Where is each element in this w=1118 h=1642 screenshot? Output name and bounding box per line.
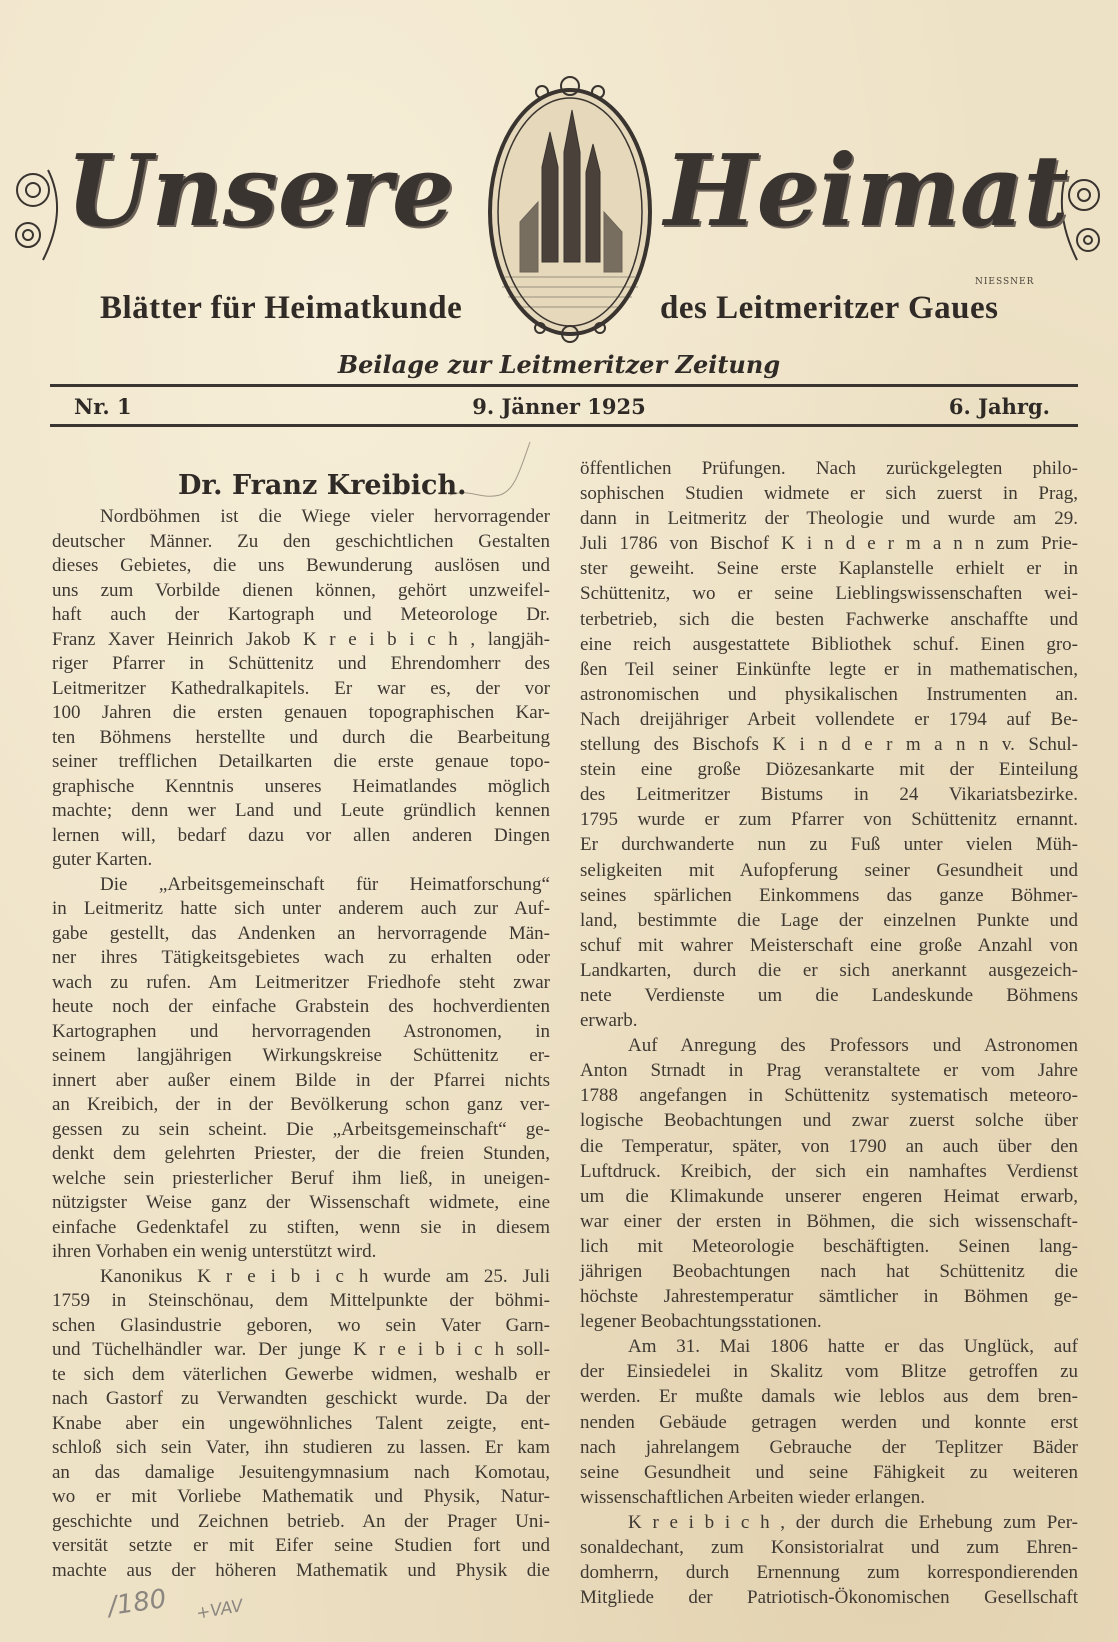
text-line: Er durchwanderte nun zu Fuß unter vielen Müh- <box>580 834 1078 856</box>
text-line: wissenschaftlichen Arbeiten wieder erlangen. <box>580 1486 926 1508</box>
text-line: öffentlichen Prüfungen. Nach zurückgelegten philo- <box>580 458 1078 479</box>
text-line: seiner trefflichen Detailkarten die erste genaue topo- <box>52 751 550 772</box>
text-line: stellung des Bischofs K i n d e r m a n n v. Schul- <box>580 734 1078 756</box>
text-line: Anton Strnadt in Prag veranstaltete er vom Jahre <box>580 1060 1078 1082</box>
text-line: haft auch der Kartograph und Meteorologe Dr. <box>52 604 550 625</box>
text-line: Mitgliede der Patriotisch-Ökonomischen Gesellschaft <box>580 1587 1078 1609</box>
text-line: der Einsiedelei in Skalitz vom Blitze getroffen zu <box>580 1361 1078 1383</box>
text-line: Landkarten, durch die er sich anerkannt ausgezeich- <box>580 959 1078 981</box>
article-paragraph <box>52 873 550 1265</box>
text-line: legener Beobachtungsstationen. <box>580 1311 822 1333</box>
text-line: schloß sich sein Vater, ihn studieren zu lassen. Er kam <box>52 1437 550 1458</box>
text-line: lernen will, bedarf dazu vor allen anderen Dingen <box>52 824 550 846</box>
text-line: machte aus der höheren Mathematik und Physik die <box>52 1559 550 1581</box>
artist-signature: NIESSNER <box>975 277 1035 287</box>
text-line: nach Gastorf zu Verwandten geschickt wurde. Da der <box>52 1388 550 1409</box>
text-line: te sich dem väterlichen Gewerbe widmen, weshalb er <box>52 1363 550 1385</box>
text-line: Nordböhmen ist die Wiege vieler hervorragender <box>100 506 550 527</box>
masthead-ornament-left <box>8 150 68 274</box>
text-line: guter Karten. <box>52 849 153 870</box>
text-line: wach zu rufen. Am Leitmeritzer Friedhofe steht zwar <box>52 971 550 993</box>
text-line: terbetrieb, sich die besten Fachwerke anschaffte und <box>580 608 1078 630</box>
text-line: in Leitmeritz hatte sich unter anderem auch zur Auf- <box>52 898 550 919</box>
text-line: dann in Leitmeritz der Theologie und wurde am 29. <box>580 508 1078 530</box>
masthead-title-left: Unsere <box>66 134 455 249</box>
text-line: ihren Vorhaben ein wenig unterstützt wird. <box>52 1241 377 1262</box>
article-paragraph <box>580 1033 1078 1334</box>
article-paragraph <box>52 1265 550 1584</box>
divider-top <box>50 384 1078 387</box>
text-line: 1795 wurde er zum Pfarrer von Schüttenitz ernannt. <box>580 809 1078 831</box>
text-line: heute noch der einfache Grabstein des hochverdienten <box>52 996 550 1017</box>
article-column-right <box>580 456 1078 1610</box>
text-line: Die „Arbeitsgemeinschaft für Heimatforschung“ <box>100 873 550 895</box>
issue-date: 9. Jänner 1925 <box>472 394 646 419</box>
text-line: Kanonikus K r e i b i c h wurde am 25. Juli <box>100 1265 550 1287</box>
text-line: machte; denn wer Land und Leute gründlich kennen <box>52 800 550 821</box>
text-line: denkt dem gelehrten Priester, der die freien Stunden, <box>52 1143 550 1164</box>
text-line: die Temperatur, später, von 1790 an auch über den <box>580 1135 1078 1157</box>
text-line: domherrn, durch Ernennung zum korrespondierenden <box>580 1562 1078 1584</box>
text-line: 1788 angefangen in Schüttenitz systematisch meteoro- <box>580 1085 1078 1107</box>
text-line: nach jahrelangem Gebrauche der Teplitzer Bäder <box>580 1436 1078 1458</box>
text-line: nenden Gebäude getragen werden und konnte erst <box>580 1411 1078 1433</box>
issue-number: Nr. 1 <box>74 394 132 419</box>
text-line: dieses Gebietes, die uns Bewunderung auslösen und <box>52 555 550 576</box>
text-line: eine reich ausgestattete Bibliothek schuf. Einen gro- <box>580 633 1078 655</box>
text-line: graphische Kenntnis unseres Heimatlandes möglich <box>52 775 550 797</box>
text-line: seine Gesundheit und seine Fähigkeit zu weiteren <box>580 1461 1078 1483</box>
text-line: schen Glasindustrie geboren, wo sein Vater Garn- <box>52 1314 550 1336</box>
text-line: lich mit Meteorologie beschäftigten. Seinen lang- <box>580 1235 1078 1257</box>
text-line: land, bestimmte die Lage der einzelnen Punkte und <box>580 909 1078 931</box>
masthead-title-right: Heimat <box>664 134 1069 249</box>
text-line: um die Klimakunde unserer engeren Heimat erwarb, <box>580 1185 1078 1207</box>
text-line: Leitmeritzer Kathedralkapitels. Er war es, der vor <box>52 677 550 699</box>
article-paragraph <box>580 1510 1078 1610</box>
text-line: und Tüchelhändler war. Der junge K r e i b i c h soll- <box>52 1339 550 1360</box>
text-line: nete Verdienste um die Landeskunde Böhmens <box>580 984 1078 1006</box>
text-line: welche sein priesterlicher Beruf ihm ließ, in uneigen- <box>52 1167 550 1189</box>
cathedral-vignette <box>480 72 660 348</box>
text-line: Kartographen und hervorragenden Astronomen, in <box>52 1020 550 1042</box>
text-line: gessen zu sein scheint. Die „Arbeitsgemeinschaft“ ge- <box>52 1118 550 1140</box>
text-line: gabe gestellt, das Andenken an hervorragende Män- <box>52 922 550 944</box>
article-paragraph <box>580 456 1078 1033</box>
text-line: astronomischen und physikalischen Instrumenten an. <box>580 683 1078 705</box>
handwritten-note: +VAV <box>194 1596 245 1624</box>
masthead-subtitle-left: Blätter für Heimatkunde <box>100 290 463 326</box>
text-line: erwarb. <box>580 1010 638 1032</box>
text-line: an das damalige Jesuitengymnasium nach Komotau, <box>52 1461 550 1483</box>
text-line: sonaldechant, zum Konsistorialrat und zum Ehren- <box>580 1537 1078 1559</box>
text-line: ten Böhmens herstellte und durch die Bearbeitung <box>52 726 550 748</box>
text-line: 1759 in Steinschönau, dem Mittelpunkte der böhmi- <box>52 1290 550 1311</box>
text-line: Auf Anregung des Professors und Astronomen <box>628 1035 1078 1057</box>
text-line: ner ihres Tätigkeitsgebietes wach zu erhalten oder <box>52 947 550 968</box>
text-line: jährigen Beobachtungen nach hat Schüttenitz die <box>580 1261 1078 1282</box>
text-line: des Leitmeritzer Bistums in 24 Vikariatsbezirke. <box>580 784 1078 806</box>
divider-bottom <box>50 424 1078 427</box>
text-line: seligkeiten mit Aufopferung seiner Gesundheit und <box>580 859 1078 881</box>
text-line: werden. Er mußte damals wie leblos aus dem bren- <box>580 1386 1078 1408</box>
text-line: seines spärlichen Einkommens das ganze Böhmer- <box>580 884 1078 906</box>
article-column-left <box>52 505 550 1583</box>
masthead-subtitle-right: des Leitmeritzer Gaues <box>660 290 999 326</box>
text-line: logische Beobachtungen und zwar zuerst solche über <box>580 1110 1078 1132</box>
text-line: wo er mit Vorliebe Mathematik und Physik, Natur- <box>52 1486 550 1507</box>
text-line: nützigster Weise ganz der Wissenschaft widmete, eine <box>52 1192 550 1213</box>
text-line: ster geweiht. Seine erste Kaplanstelle erhielt er in <box>580 558 1078 580</box>
text-line: uns zum Vorbilde dienen können, gehört unzweifel- <box>52 579 550 601</box>
text-line: einfache Gedenktafel zu stiften, wenn sie in diesem <box>52 1216 550 1238</box>
text-line: Knabe aber ein ungewöhnliches Talent zeigte, ent- <box>52 1412 550 1434</box>
text-line: innert aber außer einem Bilde in der Pfarrei nichts <box>52 1069 550 1091</box>
text-line: Schüttenitz, wo er seine Lieblingswissenschaften wei- <box>580 583 1078 605</box>
text-line: Am 31. Mai 1806 hatte er das Unglück, auf <box>628 1336 1078 1358</box>
text-line: seinem langjährigen Wirkungskreise Schüttenitz er- <box>52 1045 550 1066</box>
text-line: an Kreibich, der in der Bevölkerung schon ganz ver- <box>52 1094 550 1115</box>
text-line: Juli 1786 von Bischof K i n d e r m a n n zum Prie- <box>580 533 1078 555</box>
text-line: stein eine große Diözesankarte mit der Einteilung <box>580 759 1078 781</box>
text-line: Franz Xaver Heinrich Jakob K r e i b i c h , langjäh- <box>52 628 550 650</box>
text-line: ßen Teil seiner Einkünfte legte er in mathematischen, <box>580 658 1078 680</box>
article-paragraph <box>52 505 550 873</box>
text-line: K r e i b i c h , der durch die Erhebung zum Per- <box>628 1511 1078 1533</box>
handwritten-note: /180 <box>106 1584 169 1622</box>
text-line: geschichte und Zeichnen betrieb. An der Prager Uni- <box>52 1510 550 1532</box>
article-paragraph <box>580 1334 1078 1510</box>
text-line: höchste Jahrestemperatur sämtlicher in Böhmen ge- <box>580 1286 1078 1308</box>
article-title: Dr. Franz Kreibich. <box>178 470 467 501</box>
text-line: Nach dreijähriger Arbeit vollendete er 1794 auf Be- <box>580 708 1078 730</box>
text-line: riger Pfarrer in Schüttenitz und Ehrendomherr des <box>52 653 550 674</box>
text-line: versität setzte er mit Eifer seine Studien fort und <box>52 1535 550 1556</box>
text-line: Luftdruck. Kreibich, der sich ein namhaftes Verdienst <box>580 1160 1078 1182</box>
text-line: sophischen Studien widmete er sich zuerst in Prag, <box>580 483 1078 505</box>
text-line: war einer der ersten in Böhmen, die sich wissenschaft- <box>580 1210 1078 1232</box>
issue-volume: 6. Jahrg. <box>948 394 1050 419</box>
text-line: deutscher Männer. Zu den geschichtlichen Gestalten <box>52 530 550 552</box>
text-line: 100 Jahren die ersten genauen topographischen Kar- <box>52 702 550 723</box>
supplement-line: Beilage zur Leitmeritzer Zeitung <box>337 350 781 379</box>
text-line: schuf mit wahrer Meisterschaft eine große Anzahl von <box>580 934 1078 956</box>
